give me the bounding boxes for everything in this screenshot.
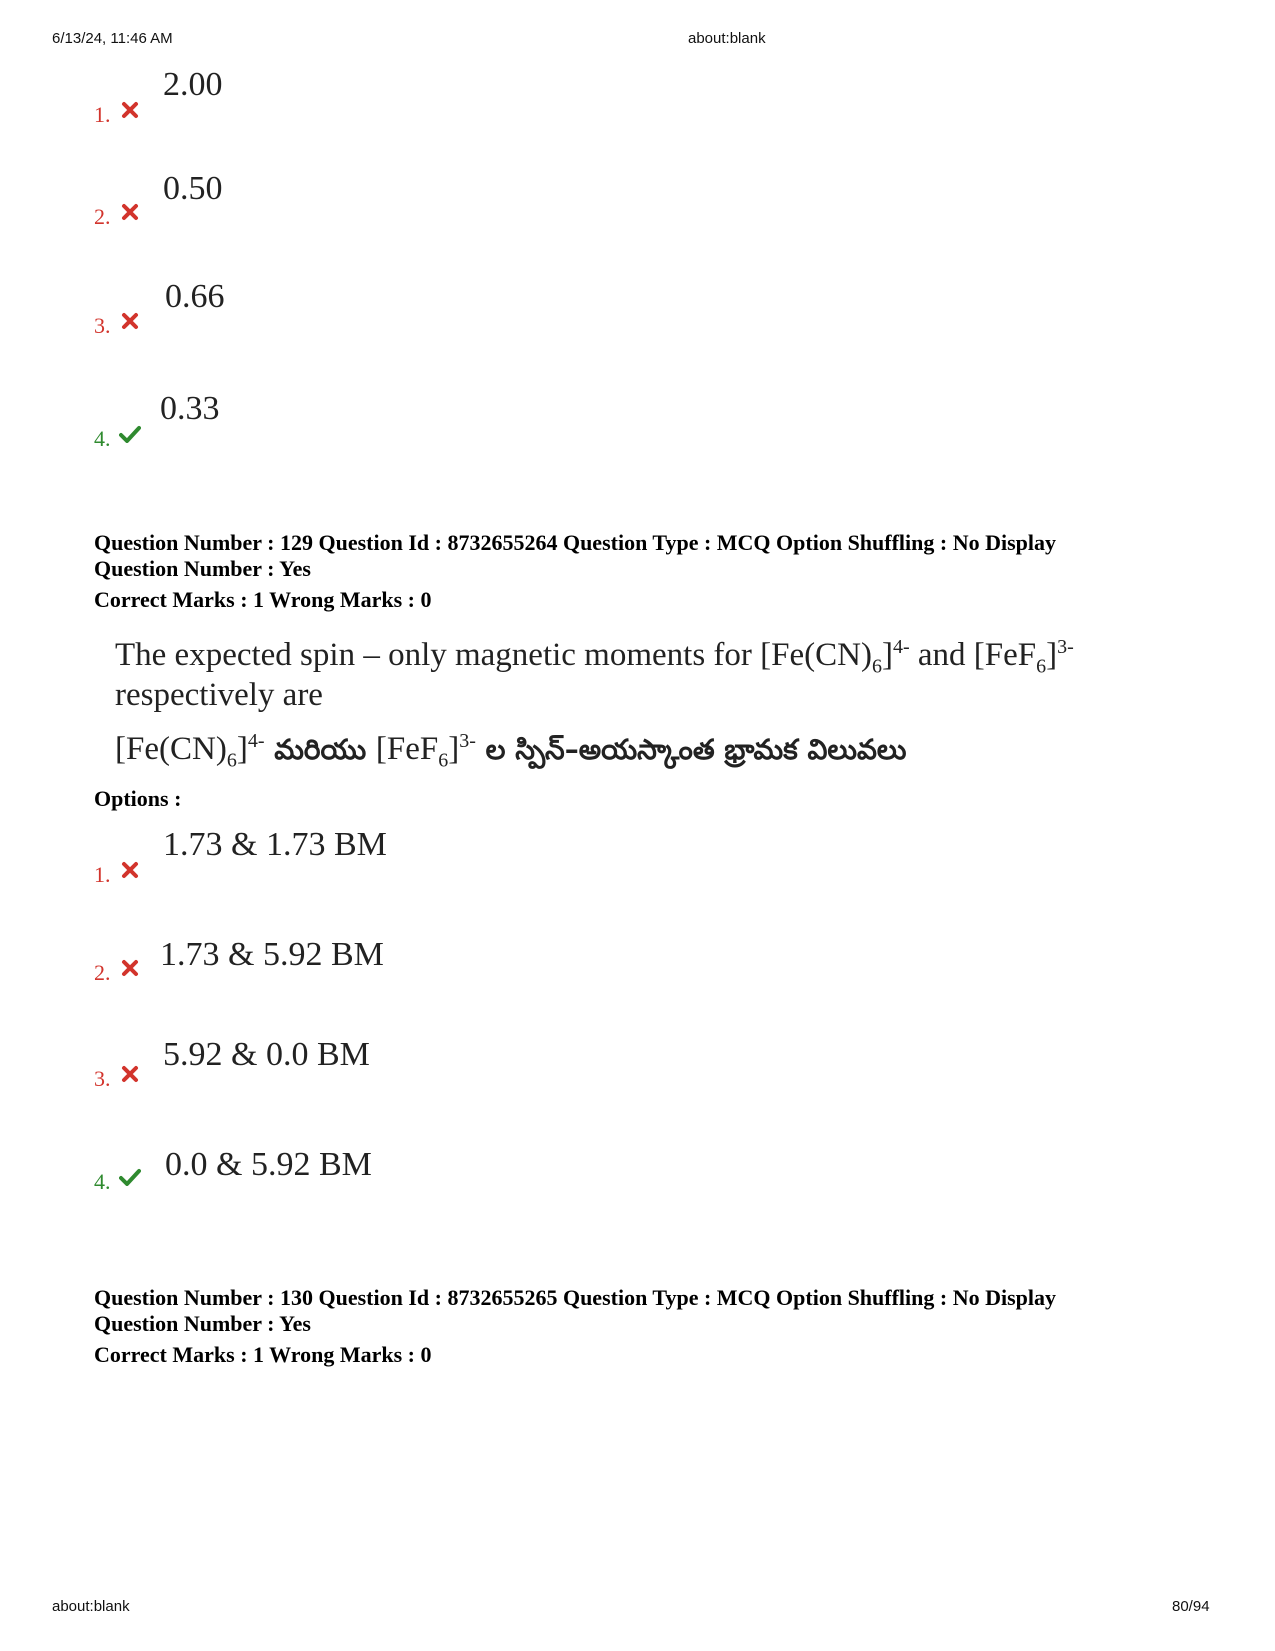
page-number: 80/94 bbox=[1172, 1598, 1210, 1615]
question-text-telugu: $[Fe(CN)_6]^{4-}$ మరియు $[FeF_6]^{3-}$ ల స్పిన్–అయస్కాంత భ్రామక విలువలు bbox=[115, 730, 907, 772]
print-datetime: 6/13/24, 11:46 AM bbox=[52, 30, 173, 47]
cross-icon bbox=[121, 203, 139, 221]
option-number: 2. bbox=[94, 960, 111, 985]
option-value: 2.00 bbox=[163, 66, 223, 103]
option-value: 5.92 & 0.0 BM bbox=[163, 1036, 370, 1073]
option-number: 3. bbox=[94, 313, 111, 338]
option-value: 0.50 bbox=[163, 170, 223, 207]
option-number: 1. bbox=[94, 102, 111, 127]
option-number: 2. bbox=[94, 204, 111, 229]
cross-icon bbox=[121, 861, 139, 879]
option-value: 0.33 bbox=[160, 390, 220, 427]
checkmark-icon bbox=[119, 1168, 141, 1186]
cross-icon bbox=[121, 101, 139, 119]
question-meta-line: Question Number : 130 Question Id : 8732655265 Question Type : MCQ Option Shuffling : No Display bbox=[94, 1285, 1057, 1310]
option-number: 3. bbox=[94, 1066, 111, 1091]
option-value: 1.73 & 1.73 BM bbox=[163, 826, 387, 863]
option-value: 1.73 & 5.92 BM bbox=[160, 936, 384, 973]
cross-icon bbox=[121, 959, 139, 977]
option-number: 4. bbox=[94, 1169, 111, 1194]
option-number: 1. bbox=[94, 862, 111, 887]
cross-icon bbox=[121, 1065, 139, 1083]
print-url-footer: about:blank bbox=[52, 1598, 130, 1615]
question-meta-line: Question Number : Yes bbox=[94, 1311, 311, 1336]
option-value: 0.0 & 5.92 BM bbox=[165, 1146, 372, 1183]
option-number: 4. bbox=[94, 426, 111, 451]
option-value: 0.66 bbox=[165, 278, 225, 315]
question-marks: Correct Marks : 1 Wrong Marks : 0 bbox=[94, 1342, 432, 1367]
question-meta-line: Question Number : Yes bbox=[94, 556, 311, 581]
print-url-header: about:blank bbox=[688, 30, 766, 47]
question-text-english: The expected spin – only magnetic moments for $[Fe(CN)_6]^{4-}$ and $[FeF_6]^{3-}$ bbox=[115, 636, 1074, 678]
checkmark-icon bbox=[119, 425, 141, 443]
question-meta-line: Question Number : 129 Question Id : 8732655264 Question Type : MCQ Option Shuffling : No Display bbox=[94, 530, 1057, 555]
options-label: Options : bbox=[94, 786, 182, 811]
cross-icon bbox=[121, 312, 139, 330]
question-marks: Correct Marks : 1 Wrong Marks : 0 bbox=[94, 587, 432, 612]
question-text-english-line2: respectively are bbox=[115, 677, 323, 713]
